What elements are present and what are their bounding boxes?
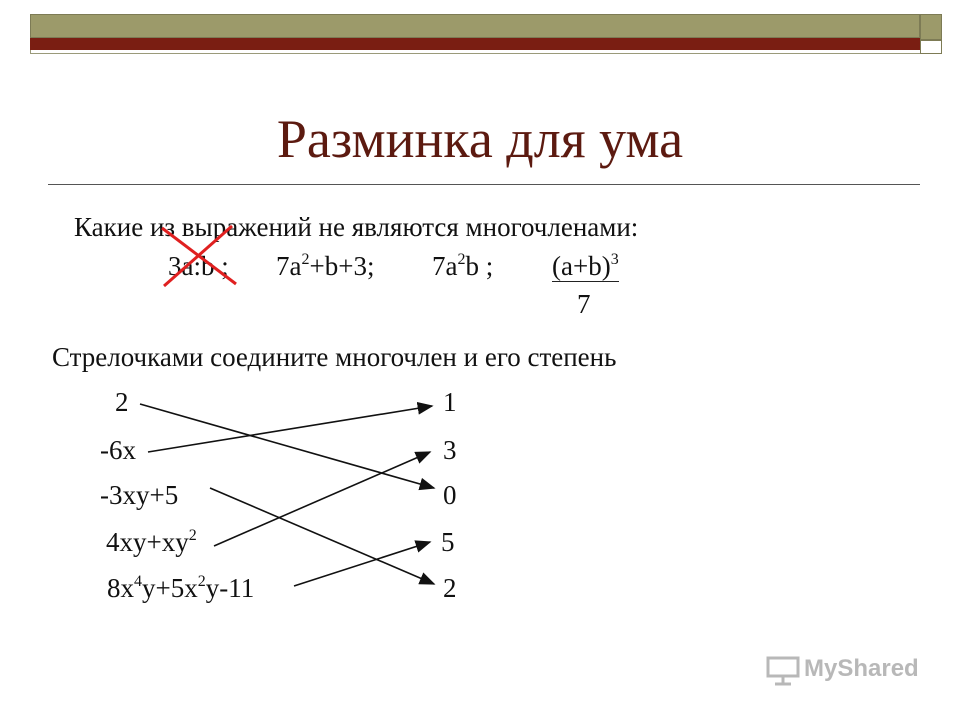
degree-2: 3 (443, 435, 457, 465)
expression-4-denominator: 7 (577, 289, 591, 319)
expression-3: $7a^2b$ ; (432, 251, 494, 281)
degree-3: 0 (443, 480, 457, 510)
degree-5: 2 (443, 573, 457, 603)
degree-1: 1 (443, 387, 457, 417)
polynomial-4: $4xy+xy^2$ (106, 527, 197, 557)
arrow-6x-to-1 (148, 406, 432, 452)
polynomial-2: -6x (100, 435, 136, 465)
slide-title: Разминка для ума (276, 109, 684, 169)
polynomial-1: 2 (115, 387, 129, 417)
polynomial-5: $8x^4y+5x^2y-11$ (107, 573, 255, 603)
degree-4: 5 (441, 527, 455, 557)
polynomial-3: -3xy+5 (100, 480, 179, 510)
expression-1: 3a:b ; (168, 251, 229, 281)
arrow-8x4y-to-5 (294, 542, 430, 586)
expression-4-numerator: $(a+b)^3$ (552, 251, 619, 281)
projector-screen-icon (766, 656, 800, 686)
arrow-4xy-to-3 (214, 452, 430, 546)
question-2: Стрелочками соедините многочлен и его степень (52, 342, 617, 372)
question-1: Какие из выражений не являются многочленами: (74, 212, 639, 242)
expression-2: $7a^2+b+3$; (276, 251, 375, 281)
watermark-text: MyShared (804, 655, 919, 682)
arrow-3xy5-to-2 (210, 488, 434, 584)
